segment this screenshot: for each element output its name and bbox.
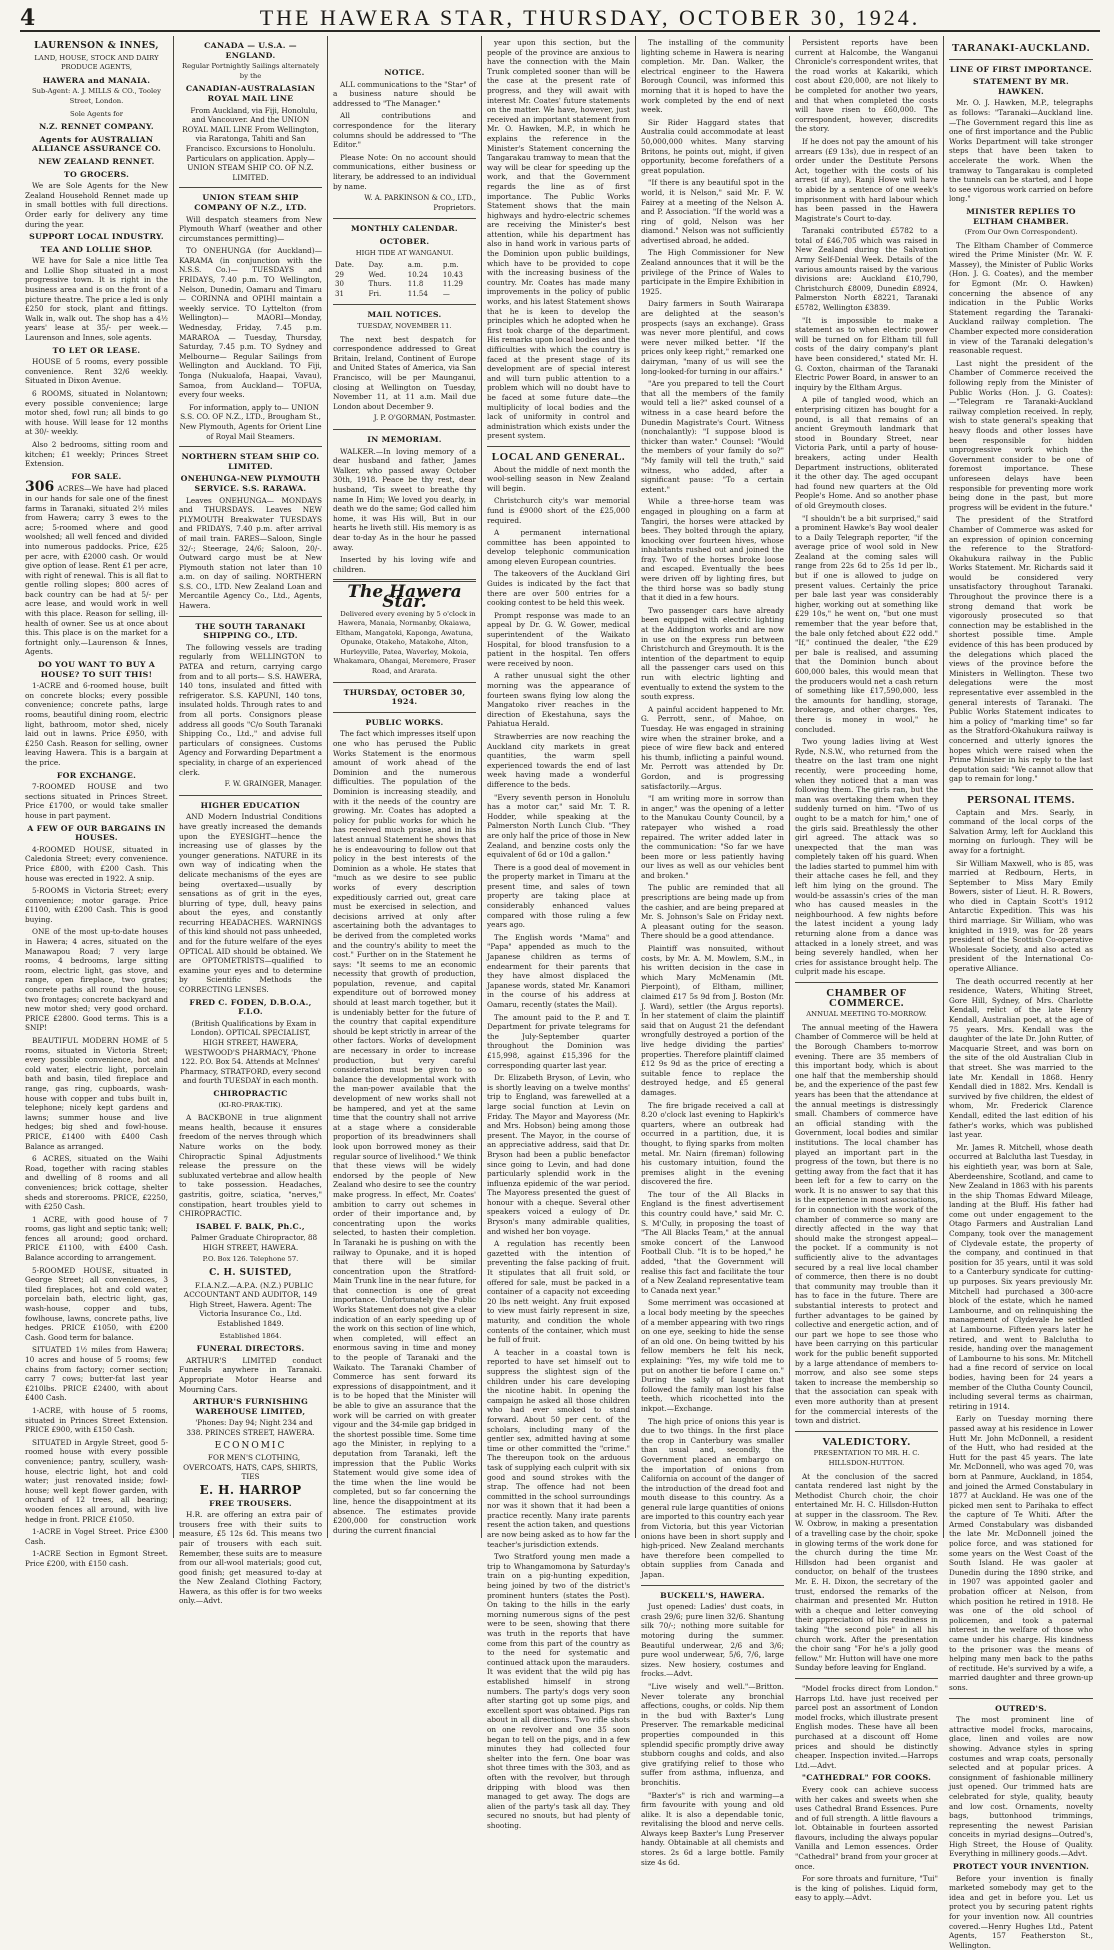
local-general-heading: LOCAL AND GENERAL. — [491, 450, 626, 463]
divider — [487, 446, 630, 447]
tide-cell: Thurs. — [368, 280, 392, 289]
higher-text: AND Modern Industrial Conditions have greatly increased the demands upon the EYESIGHT—hence the increasing use of glasses by the younger generations. NATURE in its own way of indicating when the delicate mechanisms of the eyes are being overtaxed—usually by sensations as of grit in the eyes, blurring of type, dull, heavy pains about the eyes, and constantly recurring HEADACHES. WARNINGS of this kind should not pass unheeded, and for the future welfare of the eyes OPTICAL AID should be obtained. We are OPTOMETRISTS—qualified to examine your eyes and to determine by Scientific Methods the CORRECTING LENSES. — [179, 812, 322, 995]
south-heading: THE SOUTH TARANAKI SHIPPING CO., LTD. — [195, 621, 306, 641]
news-item: The fire brigade received a call at 8.20 o'clock last evening to Hapkirk's quarters, where an outbreak had occurred in a partition, due, it is thought, to flying sparks from molten metal. Mr. Nairn (fireman) following his customary intuition, found the premises alight in the evening discovered the fire. — [641, 1100, 784, 1187]
notice-text-3: Please Note: On no account should communications, either business or literary, be addressed to an individual by name. — [333, 152, 476, 191]
news-item: "If there is any beautiful spot in the world, it is Nelson," said Mr. F. W. Fairey at a meeting of the Nelson A. and P. Association. "If the world was a ring of gold, Nelson was her diamond." Nelson was not sufficiently advertised abroad, he added. — [641, 178, 784, 245]
table-row — [333, 271, 476, 281]
mail-date: TUESDAY, NOVEMBER 11. — [357, 322, 452, 331]
news-item: The public are reminded that all prescriptions are being made up from the cashier, and are being prepared at Mr. S. Johnson's Sale on Friday next. A pleasant outing for the season. There should be a good attendance. — [641, 883, 784, 941]
tide-cell: 31 — [335, 289, 344, 298]
news-item: Some merriment was occasioned at a local body meeting by the speeches of a member appearing with two rings on one eye, seeking to hide the sense of an old one. On being twitted by his fellow members he felt his neck, explaining: "Yes, my wife told me to put on another tie before I came on." During the sally of laughter that followed the family man lost his false teeth, which ricochetted into the inkpot.—Exchange. — [641, 1298, 784, 1413]
october-heading: OCTOBER. — [379, 236, 430, 246]
column-3 — [328, 36, 482, 1538]
masthead — [20, 6, 1100, 32]
news-item: Sir Rider Haggard states that Australia could accommodate at least 50,000,000 whites. Many starving Britons, he points out, might, if given opportunity, become forefathers of a great population. — [641, 117, 784, 175]
news-item: Taranaki contributed £5782 to a total of £46,705 which was raised in New Zealand during the Salvation Army Self-Denial Week. Details of the various amounts raised by the various divisions are: Auckland £10,790, Christchurch £8009, Dunedin £8924, Palmerston North £8221, Taranaki £5782, Wellington £3839. — [795, 226, 938, 313]
bargain-12: 1-ACRE Section in Egmont Street. Price £200, with £150 cash. — [25, 1549, 168, 1568]
tide-cell: 11.29 — [442, 280, 463, 289]
news-item: A pile of tangled wood, which an enterprising citizen has bought for a pound, is all that remains of an ancient Greymouth landmark that stood in Boundary Street, near Victoria Park, until a party of house-breakers, acting under Health Department instructions, obliterated it the other day. The aged occupant had found new quarters at the Old People's Home. And so another phase of old Greymouth closes. — [795, 395, 938, 510]
news-item: The installing of the community lighting scheme in Hawera is nearing completion. Mr. Dan. Walker, the electrical engineer to the Hawera Borough Council, was informed this morning that it is hoped to have the work completed by the end of next week. — [641, 38, 784, 115]
local-item: Strawberries are now reaching the Auckland city markets in great quantities, the warm spell experienced towards the end of last week having made a wonderful difference to the beds. — [487, 731, 630, 789]
tide-table — [333, 261, 476, 299]
date-line: THURSDAY, OCTOBER 30, 1924. — [343, 687, 466, 707]
for-sale-heading: FOR SALE. — [71, 471, 122, 481]
canadian-line: CANADIAN-AUSTRALASIAN ROYAL MAIL LINE — [185, 84, 316, 103]
news-item: Two young ladies living at West Ryde, N.S.W., who returned from the theatre on the last tram one night recently, were proceeding home, when they noticed that a man was following them. The girls ran, but the man was overtaking them when they suddenly turned on him. "Two of us ought to be a match for him," one of the girls said. Breathlessly the other girl agreed. The attack was so unexpected that the man was completely taken off his guard. When the ladies started to pummel him with their attache cases he fell, and they left him lying on the ground. The would-be assassin's cries of the man who has caused measles in the neighbourhood. A few nights before the latest incident a young lady returning alone from a dance was attacked in a lonely street, and was being severely handled, when her cries for assistance brought help. The culprit made his escape. — [795, 737, 938, 977]
taranaki-heading: TARANAKI-AUCKLAND. — [951, 42, 1091, 54]
memoriam-sig: Inserted by his loving wife and children. — [333, 555, 476, 574]
bargain-7: 5-ROOMED HOUSE, situated in George Street; all conveniences, 3 tiled fireplaces, hot and cold water, porcelain bath, electric light, gas, wash-house, copper and tubs, fowlhouse, lawns, concrete paths, live hedges. PRICE £1050, with £200 Cash. Good term for balance. — [25, 1265, 168, 1342]
bargain-2: 5-ROOMS in Victoria Street; every convenience; motor garage. Price £1100, with £200 Cash. This is good buying. — [25, 886, 168, 924]
outred-heading: OUTRED'S. — [995, 1703, 1047, 1713]
news-item: "I am writing more in sorrow than in anger," was the opening of a letter to the Manukau County Council, by a ratepayer who wished a road repaired. The writer added later in the communication: "So far we have been more or less patiently having our lives as well as our vehicles bent and broken." — [641, 794, 784, 880]
harrops-ad: "Model frocks direct from London." Harrops Ltd. have just received per parcel post an assortment of London model frocks, which illustrate present English modes. These have all been purchased at a discount off Home prices and should be distinctly cheaper. Inspection invited.—Harrops Ltd.—Advt. — [795, 1683, 938, 1770]
nz-rennet: N.Z. RENNET COMPANY. — [39, 122, 154, 132]
balk-heading: ISABEL F. BALK, Ph.C., — [196, 1221, 305, 1231]
protect-text: Before your invention is finally marketed somebody may get to the idea and get in before you. Let us protect you by securing patent rights for your invention now. All countries covered.—Henry Hughes Ltd., Patent Agents, 157 Featherston St., Wellington. — [949, 1873, 1093, 1950]
tide-head-date: Date. — [335, 261, 354, 270]
cathedral-text: Every cook can achieve success with her cakes and sweets when she uses Cathedral Brand Essences. Pure and of full strength. A little flavours a lot. Obtainable in fourteen assorted flavours, including the always popular Vanilla and Lemon essences. Order "Cathedral" brand from your grocer at once. — [795, 1784, 938, 1871]
to-let-text: HOUSE of 5 rooms, every possible convenience. Rent 32/6 weekly. Situated in Dixon Avenue. — [25, 357, 168, 386]
divider — [179, 795, 322, 796]
divider — [179, 187, 322, 188]
bargain-4: BEAUTIFUL MODERN HOME of 5 rooms, situated in Victoria Street; every possible convenience, hot and cold water, electric light, porcelain bath and basin, tiled fireplace and range, gas ring, cupboards, wash-house with copper and tubs built in, telephone; nicely kept gardens and lawns; summer house and live hedges; big shed and fowl-house. PRICE, £1400 with £400 Cash Balance as arranged. — [25, 1036, 168, 1151]
divider — [949, 59, 1093, 60]
chamber-text: The annual meeting of the Hawera Chamber of Commerce will be held at the Borough Chambers to-morrow evening. There are 35 members of this important body, which is about one half that the membership should be, and the experience of the past few years has been that the attendance at the annual meetings is distressingly small. Chambers of commerce have an official standing with the Government, local bodies and similar institutions. The local chamber has played an important part in the progress of the town, but there is no getting away from the fact that it has been left for a few to carry on the work. It is no answer to say that this is the experience in most associations, for in connection with the work of the chamber of commerce so many are directly affected in the way that should make the strongest appeal—the pocket. If a community is not sufficiently alive to the advantages secured by a real live local chamber of commerce, then there is no doubt that community may trouble than it has to face in the future. There are substantial interests to protect and further advantages to be gained by collective and energetic action, and of our part we hope to see those who have been carrying on this particular work for the public benefit supported by a large attendance of members to-morrow, and also see some steps taken to increase the membership so that the association can speak with even more authority than at present for the commercial interests of the town and district. — [795, 1022, 938, 1426]
northern-text: Leaves ONEHUNGA— MONDAYS and THURSDAYS. Leaves NEW PLYMOUTH Breakwater TUESDAYS and FRIDAYS, 7.40 p.m. after arrival of mail train. FARES—Saloon, Single 32/-; Steerage, 24/6; Saloon, 20/-. Outward cargo must be at New Plymouth station not later than 10 a.m. on day of sailing. NORTHERN S.S. CO., LTD. New Zealand Loan and Mercantile Agency Co., Ltd., Agents, Hawera. — [179, 495, 322, 611]
canada-sub: Regular Portnightly Sailings alternately by the — [181, 62, 320, 80]
northern-heading: NORTHERN STEAM SHIP CO. LIMITED. — [181, 452, 320, 471]
news-item: A painful accident happened to Mr. G. Perrott, senr., of Mahoe, on Tuesday. He was engaged in straining wire when the strainer broke, and a piece of wire flew back and entered his thumb, inflicting a painful wound. Mr. Perrott was attended by Dr. Gordon, and is progressing satisfactorily.—Argus. — [641, 704, 784, 791]
local-item: Prompt response was made to an appeal by Dr. G. W. Gower, medical superintendent of the Waikato Hospital, for blood transfusion to a patient in the hospital. Ten offers were received by noon. — [487, 610, 630, 668]
page-columns — [20, 36, 1100, 1950]
column-5 — [636, 36, 790, 1867]
line-importance: LINE OF FIRST IMPORTANCE. — [950, 64, 1092, 74]
personal-item: Sir William Maxwell, who is 85, was married at Redbourn, Herts, in September to Miss Mary Emily Bowers, sister of Lieut. H. R. Bowers, who died in Captain Scott's 1912 Antarctic Expedition. This was his third marriage. Sir William, who was knighted in 1919, was for 28 years president of the Scottish Co-operative Wholesale Society, and also acted as president of the International Co-operative Alliance. — [949, 858, 1093, 974]
tide-head-pm: p.m. — [442, 261, 459, 270]
local-item: Christchurch city's war memorial fund is £9000 short of the £25,000 required. — [487, 496, 630, 525]
firm-towns: HAWERA and MANAIA. — [42, 75, 151, 85]
suisted-heading: C. H. SUISTED, — [209, 1268, 292, 1279]
divider — [795, 1431, 938, 1432]
established: Established 1864. — [219, 1331, 282, 1340]
notice-text-1: ALL communications to the "Star" of a business nature should be addressed to "The Manager." — [333, 79, 477, 108]
funeral-heading: FUNERAL DIRECTORS. — [196, 1344, 305, 1354]
memoriam-text: WALKER.—In loving memory of a dear husband and father, James Walker, who passed away October 30th, 1918. Peace be thy rest, dear husband, 'Tis sweet to breathe thy name In Him; We loved you dearly, in death we do the same; God called him home, it was His will, But in our hearts he liveth still. His memory is as dear to-day As in the hour he passed away. — [333, 446, 476, 552]
notice-text-2: All contributions and correspondence for the literary columns should be addressed to "The Editor." — [333, 111, 476, 150]
calendar-heading: MONTHLY CALENDAR. — [351, 224, 458, 234]
local-item: The English words "Mama" and "Papa" appended as much to the Japanese children as terms of endearment for their parents that they have almost displaced the Japanese words, stated Mr. Kanamori in the course of his address at Oamaru, recently (states the Mail). — [487, 932, 630, 1009]
bedrooms-text: Also 2 bedrooms, sitting room and kitchen; £1 weekly; Princes Street Extension. — [25, 439, 168, 469]
news-item: If he does not pay the amount of his arrears (£9 13s), due in respect of an order under the Destitute Persons Act, together with the costs of his arrest (if any), Ranji Howe will have to abide by a sentence of one week's imprisonment with hard labour which has been passed in the Hawera Magistrate's Court to-day. — [795, 136, 938, 223]
divider — [949, 1698, 1093, 1699]
aus-alliance: Agents for AUSTRALIAN ALLIANCE ASSURANCE CO. — [31, 134, 161, 154]
protect-heading: PROTECT YOUR INVENTION. — [952, 1862, 1090, 1872]
balk-text: Palmer Graduate Chiropractor, 88 HIGH STREET, HAWERA. — [190, 1233, 318, 1252]
firm-name: LAURENSON & INNES, — [34, 41, 159, 51]
acres-306-ad — [25, 479, 168, 657]
union-info: For information, apply to— UNION S.S. CO. OF N.Z., LTD., Brougham St., New Plymouth, Agents for Orient Line of Royal Mail Steamers. — [179, 402, 322, 441]
local-item: There is a good deal of movement in the property market in Timaru at the present time, and sales of town property are taking place at considerably enhanced values compared with those ruling a few years ago. — [487, 862, 630, 930]
divider — [641, 1585, 784, 1586]
cathedral-heading: "CATHEDRAL" FOR COOKS. — [801, 1773, 932, 1783]
local-item: A permanent international committee has been appointed to develop telephonic communication among eleven European countries. — [487, 528, 630, 566]
union-routes: TO ONEHUNGA (for Auckland)—KARAMA (in conjunction with the N.S.S. Co.)— TUESDAYS and FRIDAYS, 7.40 p.m. TO Wellington, Nelson, Dunedin, Oamaru and Timaru— CORINNA and OPIHI maintain a weekly service. TO Lyttelton (from Wellington)— MAORI—Monday, Wednesday, Friday, 7.45 p.m. MARAROA — Tuesday, Thursday, Saturday, 7.45 p.m. TO Sydney and Melbourne— Regular Sailings from Wellington and Auckland. TO Fiji, Tonga (Nukualofa, Haapai, Vavau), Samoa, from Auckland— TOFUA, every four weeks. — [179, 246, 322, 400]
bargain-3: ONE of the most up-to-date houses in Hawera; 4 acres, situated on the Manawapou Road; 7 very large rooms, 4 bedrooms, large sitting room, electric light, gas stove, and range, open fireplace, two grates; concrete paths all round the house; two frontages; concrete backyard and new motor shed; very good orchard. PRICE £2800. Good terms. This is a SNIP! — [25, 927, 168, 1033]
foden-heading: FRED C. FODEN, D.B.O.A., F.I.O. — [189, 997, 312, 1017]
local-item: Two Stratford young men made a trip to Whangamomona by Saturday's train on a pig-hunting expedition, being joined by two of the district's prominent hunters (states the Post). On taking to the hills in the early morning numerous signs of the pest were to be seen, showing that there was truth in the reports that have come from this part of the country as to the need for systematic and continued attack upon the marauders. It was evident that the wild pig has established himself in strong numbers. The party's dogs very soon after starting got up some pigs, and excellent sport was obtained. Pigs ran about in all directions. Two rifle shots on one revolver and one 35 soon began to tell on the pigs, and in a few minutes they had collected four shelter into the fern. One boar was shot three times with the 303, and as often with the revolver, but through dripping with blood was then managed to get away. The dogs are alien of the party's task all day. They secured no snouts, but had plenty of shooting. — [487, 1552, 630, 1830]
news-item: While a three-horse team was engaged in ploughing on a farm at Tangiri, the horses were attacked by bees. They bolted through the apiary, knocking over fourteen hives, whose inhabitants rushed out and joined the fray. Two of the horses broke loose and escaped. Eventually the bees were driven off by lighting fires, but the third horse was so badly stung that it died in a few hours. — [641, 497, 784, 603]
bargain-1: 4-ROOMED HOUSE, situated in Caledonia Street; every convenience. Price £800, with £200 Cash. This house was erected in 1922. A snip. — [25, 844, 168, 883]
valedictory-heading: VALEDICTORY. — [822, 1435, 911, 1448]
tide-title: HIGH TIDE AT WANGANUI. — [355, 248, 454, 257]
local-item: The takeovers of the Auckland Girl Guides is indicated by the fact that there are over 500 entries for a cooking contest to be held this week. — [487, 569, 630, 608]
to-grocers: TO GROCERS. — [63, 169, 130, 179]
free-trousers: FREE TROUSERS. — [209, 1498, 292, 1508]
chiro-text: A BACKBONE in true alignment means health, because it ensures freedom of the nerves through which Nature works on the body. Chiropractic Spinal Adjustments release the pressure on the subluxated vertebrae and allow health to take possession. Headaches, gastritis, goitre, sciatica, "nerves," constipation, heart troubles yield to CHIROPRACTIC. — [179, 1113, 322, 1219]
arthur-text: 'Phones: Day 94; Night 234 and 338. PRINCES STREET, HAWERA. — [186, 1418, 315, 1437]
foden-text: (British Qualifications by Exam in London). OPTICAL SPECIALIST, HIGH STREET, HAWERA, WESTWOOD'S PHARMACY, 'Phone 122. P.O. Box 54. Attends at McInnes' Pharmacy, STRATFORD, every second and fourth TUESDAY in each month. — [179, 1018, 322, 1086]
news-item: Dairy farmers in South Wairarapa are delighted at the season's prospects (says an exchange). Grass was never more plentiful, and cows were never milked better. "If the prices only keep right," remarked one dairyman, "many of us will see the long-looked-for turning in our affairs." — [641, 299, 784, 376]
bargain-10: SITUATED in Argyle Street, good 5-roomed house with every possible convenience; pantry, scullery, wash-house, electric light, hot and cold water; just renovated inside; fowl-house; well kept flower garden, with orchard of 12 trees, all bearing; wooden fences all around, with live hedge in front. PRICE £1050. — [25, 1437, 168, 1524]
chamber-heading: CHAMBER OF COMMERCE. — [826, 987, 907, 1009]
news-item: "Are you prepared to tell the Court that all the members of the family would tell a lie?" asked counsel of a witness in a case heard before the Dunedin Magistrate's Court. Witness (nonchalantly): "I suppose blood is thicker than water." Counsel: "Would the members of your family do so?" "My family will tell the truth," said witness, who added, after a significant pause: "To a certain extent." — [641, 379, 784, 494]
tide-cell: 29 — [335, 270, 344, 279]
funeral-text: ARTHUR'S LIMITED conduct Funerals anywhere in Taranaki. Appropriate Motor Hearse and Mourning Cars. — [179, 1355, 322, 1394]
house-question: DO YOU WANT TO BUY A HOUSE? TO SUIT THIS! — [37, 660, 156, 679]
bargain-11: 1-ACRE in Vogel Street. Price £300 Cash. — [25, 1527, 168, 1546]
memoriam-heading: IN MEMORIAM. — [367, 435, 442, 444]
baxter-text: "Baxter's" is rich and warming—a firm favourite with young and old alike. It is also a dependable tonic, revitalising the blood and nerve cells. Always keep Baxter's Lung Preserver handy. Obtainable at all chemists and stores. 2s 6d a large bottle. Family size 4s 6d. — [641, 1790, 784, 1867]
six-rooms-text: 6 ROOMS, situated in Nolantown; every possible convenience; large motor shed, fowl run; all binds to go with house. Will lease for 12 months at 30/- weekly. — [25, 389, 168, 437]
public-works-continued: year upon this section, but the people of the province are anxious to have the connection with the Main Trunk completed sooner than will be the case at the present rate of progress, and they will await with interest Mr. Coates' future statements on the matter. We have, however, just received an important statement from Mr. O. Hawken, M.P., in which he explains the reference in the Minister's Statement concerning the Tangarakau tramway to mean that the way will be clear for speeding up the work, and that the Government regards the line as of first importance. The Public Works Statement shows that the main highways and hydro-electric schemes are receiving the Minister's best attention, while his department has also in hand work in various parts of the Dominion upon public buildings, which have to be provided to cope with the increasing business of the country. Mr. Coates has made many improvements in the policy of public works, and his latest Statement shows that he is keen to develop the principles which he adopted when he first took charge of the department. His remarks upon local bodies and the difficulties with which the country is faced at the present stage of its development are of special interest and will turn public attention to a problem which will no doubt have to be faced at some future date—the multiplicity of local bodies and the lack of uniformity in control and administration which exists under the present system. — [487, 38, 630, 441]
buckell-text: Just opened: Ladies' dust coats, in crash 29/6; pure linen 32/6. Shantung silk 70/-; nothing more suitable for motoring during the summer. Beautiful underwear, 2/6 and 3/6; pure wool underwear, 5/6, 7/6, large sizes. New hosiery, costumes and frocks.—Advt. — [641, 1602, 784, 1679]
union-heading: UNION STEAM SHIP COMPANY OF N.Z., LTD. — [194, 193, 307, 212]
news-item: The tour of the All Blacks in England is the finest advertisement this country could have," said Mr. C. S. M'Cully, in proposing the toast of "The All Blacks Team," at the annual smoke concert of the Lanwood Football Club. "It is to be hoped," he added, "that the Government will realise this fact and facilitate the tour of a New Zealand representative team to Canada next year." — [641, 1189, 784, 1295]
nz-rennet-2: NEW ZEALAND RENNET. — [38, 156, 155, 166]
arthur-heading: ARTHUR'S FURNISHING WAREHOUSE LIMITED, — [192, 1397, 309, 1416]
polish-ad: For sore throats and furniture, "Tui" is the king of polishes. Liquid form, easy to apply.—Advt. — [795, 1874, 938, 1903]
personal-heading: PERSONAL ITEMS. — [967, 793, 1075, 806]
outred-text: The most prominent line of attractive model frocks, marocains, glace, linen and voiles are now showing. Advance styles in spring costumes and wrap coats, personally selected and at popular prices. A consignment of fashionable millinery just opened. Our trimmed hats are celebrated for style, quality, beauty and low cost. Ornaments, novelty bags, buttonhood trimmings, representing the newest Parisian conceits in myriad designs—Outred's, High Street, the House of Quality. Everything in millinery goods.—Advt. — [949, 1715, 1093, 1859]
onehunga-heading: ONEHUNGA-NEW PLYMOUTH SERVICE. S.S. RARAWA. — [180, 474, 321, 493]
divider — [333, 682, 476, 683]
public-works-heading: PUBLIC WORKS. — [365, 717, 444, 727]
bargains-heading: A FEW OF OUR BARGAINS IN HOUSES. — [27, 823, 166, 843]
own-correspondent: (From Our Own Correspondent). — [964, 228, 1078, 237]
tea-shop-text: WE have for Sale a nice little Tea and Lollie Shop situated in a most progressive town. It is right in the business area and is on the front of a picture theatre. The price a led is only £250 for stock, plant and fittings. Walk in, walk out. The shop has a 4½ years' lease at 35/- per week.—Laurenson and Innes, sole agents. — [25, 256, 168, 343]
exchange-text: 7-ROOMED HOUSE and two sections situated in Princes Street. Price £1700, or would take smaller house in part payment. — [25, 782, 168, 820]
local-item: The amount paid to the P. and T. Department for private telegrams for the July-September quarter throughout the Dominion was £15,998, against £15,396 for the corresponding quarter last year. — [487, 1012, 630, 1070]
support-local: SUPPORT LOCAL INDUSTRY. — [29, 232, 164, 242]
bargain-9: 1-ACRE, with house of 5 rooms, situated in Princes Street Extension. PRICE £900, with £150 Cash. — [25, 1405, 168, 1435]
personal-item: Early on Tuesday morning there passed away at his residence in Lower Hutt Mr. John McDonnell, a resident of the Hutt, who had resided at the Hutt for the past 45 years. The late Mr. McDonnell, who was aged 70, was born at Panmure, Auckland, in 1854, and joined the Armed Constabulary in 1877 at Auckland. He was one of the picked men sent to Parihaka to effect the capture of Te Whiti. After the Armed Constabulary was disbanded the late Mr. McDonnell joined the police force, and was stationed for some years on the West Coast of the South Island. He was gaoler at Dunedin during the 1890 strike, and in 1907 was appointed gaoler and probation officer at Nelson, from which position he retired in 1918. He was one of the old school of policemen, and took a paternal interest in the welfare of those who came under his charge. His kindness to the prisoner was the means of helping many men back to the paths of rectitude. He's survived by a wife, a married daughter and three grown-up sons. — [949, 1414, 1093, 1692]
tide-cell: — — [442, 289, 450, 298]
page-number: 4 — [20, 5, 36, 31]
divider — [179, 616, 322, 617]
subagent: Sub-Agent: A. J. MILLS & CO., Tooley Street, London. — [31, 87, 162, 105]
divider — [795, 1678, 938, 1679]
sole-agents: Sole Agents for — [69, 109, 123, 118]
column-4 — [482, 36, 636, 1830]
eltham-text-2: Last night the president of the Chamber of Commerce received the following reply from the Minister of Public Works (Hon. J. G. Coates):—"Telegram re Taranaki-Auckland railway completion received. In reply, wish to state general's speaking that heavy floods and other losses have been responsible for hidden unprogressive work which the Government consider to be one of foremost importance. These unforeseen delays have been responsible for preventing more work being done in the past, but more progress will be evident in the future." — [949, 358, 1093, 512]
tide-cell: 11.8 — [407, 280, 424, 289]
personal-item: Mr. James R. Mitchell, whose death occurred at Balclutha last Tuesday, in his eightieth year, was born at Sale, Aberdeenshire, Scotland, and came to New Zealand in 1863 with his parents in the ship Thomas Edward Mileage, landing at the Bluff. His father had come out under engagement to the Otago Farmers and Australian Land Company, took over the management of Clydevale estate, the property of the company, and continued in that position for 35 years, until it was sold to a Canterbury syndicate for cutting-up purposes. Six years previously Mr. Mitchell had purchased a 300-acre block of the estate, which he named Lambourne, and on relinquishing the management of Clydevale he settled at Lambourne. Fifteen years later he retired, and went to Balclutha to reside, handing over the management of Lambourne to his sons. Mr. Mitchell had a fine record of service on local bodies, having been for 24 years a member of the Clutha County Council, including several terms as chairman, retiring in 1914. — [949, 1142, 1093, 1411]
tide-head-am: a.m. — [407, 261, 424, 270]
free-text: H.R. are offering an extra pair of trousers free with their suits to measure, £5 12s 6d. This means two pair of trousers with each suit. Remember, these suits are to measure from our all-wool materials; good cut, good finish; get measured to-day at the New Zealand Clothing Factory, Hawera, as this offer is for two weeks only.—Advt. — [179, 1510, 322, 1606]
parkinson: W. A. PARKINSON & CO., LTD., Proprietors. — [364, 194, 476, 212]
firm-sub: LAND, HOUSE, STOCK AND DAIRY PRODUCE AGENTS, — [34, 53, 159, 72]
acres-306-text: ACRES—We have had placed in our hands for sale one of the finest farms in Taranaki, situated 2½ miles from Hawera; carry 3 ewes to the acre; 5-roomed where and good woolshed; all well fenced and divided into numerous paddocks. Price, £25 per acre, with £2000 cash. Or would give option of lease. Rent £1 per acre, with right of renewal. This is all flat to gentle rolling slopes; 800 acres of back country can be had at 5/- per acre lease, and would work in well with this place. Reason for selling, ill-health of owner. See us at once about this. This place is on the market for a fortnight only.—Laurenson & Innes, Agents. — [25, 484, 168, 657]
news-item: Two passenger cars have already been equipped with electric lighting at the Addington works and are now in use on the express run between Christchurch and Greymouth. It is the intention of the department to equip all the passenger cars used on this run with electric lighting and eventually to extend the system to the south express. — [641, 605, 784, 702]
local-item: About the middle of next month the wool-selling season in New Zealand will begin. — [487, 464, 630, 493]
acres-306-number: 306 — [25, 479, 55, 496]
table-row — [333, 290, 476, 300]
personal-item: The death occurred recently at her residence, Waters, Whiting Street, Gore Hill, Sydney, of Mrs. Charlotte Kendall, relict of the late Henry Kendall, Australian poet, at the age of 75 years. Mrs. Kendall was the daughter of the late Dr. John Rutter, of Macquarie Street, and was born on the site of the old Australian Club in that street. She was married to the late Mr. Kendall in 1868. Henry Kendall died in 1882. Mrs. Kendall is survived by five children, the eldest of whom, Mr. Frederick Clarence Kendall, edited the last edition of his father's works, which was published last year. — [949, 976, 1093, 1140]
column-2 — [174, 36, 328, 1606]
higher-education: HIGHER EDUCATION — [200, 800, 301, 810]
minister-heading: MINISTER REPLIES TO ELTHAM CHAMBER. — [966, 206, 1076, 226]
local-item: A regulation has recently been gazetted with the intention of preventing the false packing of fruit. It stipulates that all fruit sold, or offered for sale, must be packed in a container of a capacity not exceeding 20 lbs nett weight. Any fruit exposed to view must fairly represent in size, maturity, and condition the whole contents of the container, which must be full of fruit. — [487, 1239, 630, 1345]
union-text: Will despatch steamers from New Plymouth Wharf (weather and other circumstances permitting)— — [179, 214, 322, 243]
column-1 — [20, 36, 174, 1568]
notice-heading: NOTICE. — [384, 68, 425, 77]
tea-shop-heading: TEA AND LOLLIE SHOP. — [40, 244, 153, 254]
chamber-sub: ANNUAL MEETING TO-MORROW. — [806, 1010, 927, 1019]
south-text: The following vessels are trading regularly from WELLINGTON to PATEA and return, carrying cargo from and to all ports— S.S. HAWERA, 140 tons, insulated and fitted with refrigerator. S.S. KAPUNI, 140 tons, insulated holds. Through rates to and from all ports. Consignors please address all goods "C/o South Taranaki Shipping Co., Ltd.," and advise full particulars of consignees. Customs Agency and Forwarding Department a speciality, in charge of an experienced clerk. — [179, 642, 322, 777]
divider — [179, 446, 322, 447]
divider — [333, 429, 476, 430]
tide-cell: Fri. — [368, 289, 382, 298]
news-item: The high price of onions this year is due to two things. In the first place the crop in Canterbury was smaller than usual and, secondly, the Government placed an embargo on the importation of onions from California on account of the danger of the introduction of the dread foot and mouth disease to this country. As a general rule large quantities of onions are imported to this country each year from Victoria, but this year Victorian onions have been in short supply and high-priced. New Zealand merchants have therefore been compelled to obtain supplies from Canada and Japan. — [641, 1416, 784, 1580]
chiro-heading: CHIROPRACTIC — [213, 1088, 288, 1098]
paper-title: The Hawera Star. — [347, 582, 462, 612]
canada-text: From Auckland, via Fiji, Honolulu, and Vancouver. And the UNION ROYAL MAIL LINE From Wellington, via Raratonga, Tahiti and San Francisco. Excursions to Honolulu. Particulars on application. Apply— UNION STEAM SHIP CO. OF N.Z. LIMITED. — [182, 105, 319, 182]
suisted-text: F.I.A.N.Z.—A.P.A. (N.Z.) PUBLIC ACCOUNTANT AND AUDITOR, 149 High Street, Hawera. Agent: The Victoria Insurance Co., Ltd. Established 1849. — [183, 1280, 318, 1329]
table-row — [333, 280, 476, 290]
grainger-signature: F. W. GRAINGER, Manager. — [224, 780, 322, 789]
statement-heading: STATEMENT BY MR. HAWKEN. — [973, 77, 1069, 96]
news-item: The High Commissioner for New Zealand announces that it will be the privilege of the Prince of Wales to participate in the Empire Exhibition in 1925. — [641, 248, 784, 296]
local-item: "Every seventh person in Honolulu has a motor car," said Mr. T. R. Hodder, while speaking at the Palmerston North Lunch Club. "They are only half the price of those in New Zealand, and benzine costs only the equivalent of 6d or 10d a gallon." — [487, 792, 630, 860]
news-item: Plaintiff was nonsuited, without costs, by Mr. A. M. Mowlem, S.M., in his written decision in the case in which Mary McMenamin (Mt. Pierpoint), of Eltham, milliner, claimed £17 5s 9d from J. Boston (Mr. J. Ward), settler (the Argus reports). In her statement of claim the plaintiff said that on August 21 the defendant wrongfully destroyed a portion of the live hedge dividing the parties' properties. Therefore plaintiff claimed £12 9s 9d as the price of erecting a suitable fence to replace the destroyed hedge, and £5 general damages. — [641, 944, 784, 1097]
paper-sub: Delivered every evening by 5 o'clock in Hawera, Manaia, Normanby, Okaiawa, Eltham, Mangatoki, Kaponga, Awatuna, Opunake, Otakeho, Matakohe, Alton, Hurleyville, Patea, Waverley, Mokoia, Whakamara, Ohangai, Meremere, Fraser Road, and Ararata. — [333, 609, 476, 676]
grocers-text: We are Sole Agents for the New Zealand Household Rennet made up in small bottles with full directions. Order early for delivery any time during the year. — [25, 181, 168, 229]
local-item: Dr. Elizabeth Bryson, of Levin, who is shortly leaving on a twelve months' trip to England, was farewelled at a large social function at Levin on Friday. The Mayor and Mayoress (Mr. and Mrs. Hobson) being among those present. The Mayor, in the course of an appreciative address, said that Dr. Bryson had been a public benefactor since going to Levin, and had done particularly splendid work in the influenza epidemic of the war period. The Mayoress presented the guest of honour with a cheque. Several other speakers voiced a eulogy of Dr. Bryson's many admirable qualities, and wished her bon voyage. — [487, 1073, 630, 1236]
tide-cell: 10.43 — [442, 270, 463, 279]
harrop-heading: E. H. HARROP — [199, 1482, 302, 1497]
pobox: P.O. Box 126. Telephone 57. — [202, 1255, 299, 1264]
for-exchange-heading: FOR EXCHANGE. — [56, 770, 137, 780]
bargain-8: SITUATED 1½ miles from Hawera; 10 acres and house of 5 rooms; few chains from factory; corner section; carry 7 cows; butter-fat last year £210lbs. PRICE £2400, with about £400 Cash. — [25, 1345, 168, 1403]
ogorman: J. P. O'GORMAN, Postmaster. — [373, 414, 476, 423]
valedictory-sub: PRESENTATION TO MR. H. C. HILLSDON-HUTTON. — [813, 1449, 920, 1467]
to-let-heading: TO LET OR LEASE. — [52, 345, 141, 355]
eltham-text-3: The president of the Stratford Chamber of Commerce was asked for an expression of opinion concerning the reference to the Stratford-Okahukura railway in the Public Works Statement. Mr. Richards said it would be considered very unsatisfactory throughout Taranaki. Throughout the province there is a strong demand that work be vigorously prosecuted so that connection may be established in the shortest possible time. Ample evidence of this has been produced by the delegations which placed the views of the province before the Ministers in Wellington. These two delegations were the most representative ever assembled in the general interests of Taranaki. The Public Works Statement indicates to him a policy of "marking time" so far as the Stratford-Okahukura railway is concerned and utterly ignores the hopes which were raised when the Prime Minister in his reply to the last deputation said: "We cannot allow that gap to remain for long." — [949, 515, 1093, 784]
public-works-text: The fact which impresses itself upon one who has perused the Public Works Statement is the enormous amount of work ahead of the Dominion and the numerous difficulties. The population of the Dominion is increasing steadily, and with it the needs of the country are growing. Mr. Coates has adopted a policy for public works for which he has received much praise, and in his latest annual Statement he shows that he is endeavouring to follow out that policy in the best interests of the Dominion as a whole. He states that "much as we desire to see public works of every description expeditiously carried out, great care must be exercised in selection, and decisions arrived at only after ascertaining both the advantages to be derived from the completed works and the country's ability to meet the cost." Further on in the Statement he says: "It seems to me an economic necessity that growth of production, population, revenue, and capital expenditure out of borrowed money should at least march together, but it is undeniably better for the future of the country that capital expenditure should be kept strictly in arrear of the other factors. Works of development are necessary in order to increase production, but very careful consideration must be given to so balance the developmental work with the man-power available that the development of new works shall not be hampered, and yet at the same time that the country shall not arrive at a stage where a considerable proportion of its breadwinners shall look upon borrowed money as their regular source of livelihood." We think that these views will be widely endorsed by the people of New Zealand who desire to see the country make progress. In effect, Mr. Coates' ambition to carry out schemes in order of their importance and, by concentrating upon the works selected, to hasten their completion. In Taranaki he is pushing on with the railway to Opunake, and it is hoped that there will be similar concentration upon the Stratford-Main Trunk line in the near future, for that connection is one of great importance. Unfortunately the Public Works Statement does not give a clear indication of an early speeding up of the work on this section of line which, when completed, will effect an enormous saving in time and money to the people of Taranaki and the Waikato. The Taranaki Chamber of Commerce has sent forward its expressions of disappointment, and it is to be hoped that the Minister will be able to give an assurance that the work will be carried on with greater vigour and the 34-mile gap bridged in the shortest possible time. Some time ago the Minister, in replying to a deputation from Taranaki, left the impression that the Public Works Statement would give some idea of the time when the line would be completed, but so far concerning the line, hence the disappointment at its absence. The estimates provide £200,000 for construction work during the current financial — [333, 729, 476, 1535]
canada-heading: CANADA — U.S.A. — ENGLAND. — [204, 41, 297, 60]
news-item: "It is impossible to make a statement as to when electric power will be turned on for Eltham till full costs of the dairy company's plant have been considered," stated Mr. H. G. Coxton, chairman of the Taranaki Electric Power Board, in answer to an inquiry by the Eltham Argus. — [795, 315, 938, 392]
divider — [949, 789, 1093, 790]
liver-text: "Live wisely and well."—Britton. Never tolerate any bronchial affections, coughs, or colds. Nip them in the bud with Baxter's Lung Preserver. The remarkable medicinal properties compounded in this splendid specific promptly drive away stubborn coughs and colds, and also give gratifying relief to those who suffer from asthma, influenza, and bronchitis. — [641, 1681, 784, 1787]
tide-cell: Wed. — [368, 270, 387, 279]
tide-head-day: Day. — [368, 261, 384, 270]
valedictory-text: At the conclusion of the sacred cantata rendered last night by the Methodist Church choir, the choir entertained Mr. H. C. Hillsdon-Hutton at supper in the classroom. The Rev. W. Oxbrow, in making a presentation of a travelling case by the choir, spoke in glowing terms of the work done for the church during the time Mr. Hillsdon had been organist and conductor, on behalf of the trustees Mr. E. H. Dixon, the secretary of the trust, endorsed the remarks of the chairman and presented Mr. Hutton with a cheque and letter conveying their appreciation of his readiness in taking "the second pole" in all his church work. After the presentation the choir sang "For he's a jolly good fellow." Mr. Hutton will have one more Sunday before leaving for England. — [795, 1471, 938, 1673]
divider — [333, 304, 476, 305]
personal-item: Captain and Mrs. Searly, in command of the local corps of the Salvation Army, left for Auckland this morning on furlough. They will be away for a fortnight. — [949, 807, 1093, 855]
acre-1-text: 1-ACRE and 6-roomed house, built on concrete blocks; every possible convenience; concrete paths, large rooms, beautiful dining room, electric light, bathroom, motor shed, nicely laid out in lawns. Price £950, with £250 Cash. Reason for selling, owner leaving Hawera. This is a bargain at the price. — [25, 681, 168, 767]
buckell-heading: BUCKELL'S, HAWERA. — [660, 1590, 765, 1600]
divider — [333, 712, 476, 713]
economic-heading: ECONOMIC — [214, 1440, 287, 1451]
tide-cell: 11.54 — [407, 289, 428, 298]
divider — [333, 218, 476, 219]
divider — [795, 982, 938, 983]
bargain-6: 1 ACRE, with good house of 7 rooms, gas light and septic tank; well; fences all around; good orchard. PRICE £1100, with £400 Cash. Balance according to arrangement. — [25, 1214, 168, 1263]
news-item: Persistent reports have been current at Halcombe, the Wanganui Chronicle's correspondent writes, that the road works at Kakariki, which cost about £20,000, are not likely to be completed for another two years, and that when completed the costs will have risen to £60,000. The correspondent, however, discredits the story. — [795, 38, 938, 134]
eltham-text-1: The Eltham Chamber of Commerce wired the Prime Minister (Mr. W. F. Massey), the Minister of Public Works (Hon. J. G. Coates), and the member for Egmont (Mr. O. Hawken) concerning the absence of any indication in the Public Works Statement regarding the Taranaki-Auckland railway completion. The Chamber expected more consideration in view of the Taranaki delegation's reasonable request. — [949, 240, 1093, 356]
hawken-text: Mr. O. J. Hawken, M.P., telegraphs as follows: "Taranaki—Auckland line.—The Government regard this line as one of first importance and the Public Works Department will take stronger steps that have been taken to accelerate the work. When the tramway to Tangarakau is completed the tunnels can be started, and I hope to see vigorous work carried on before long." — [949, 98, 1093, 204]
mail-text: The next best despatch for correspondence addressed to Great Britain, Ireland, Continent of Europe and United States of America, via San Francisco, will be per Maunganui, closing at Wellington on Tuesday, November 11, at 11 a.m. Mail due London about December 9. — [333, 334, 476, 411]
mail-heading: MAIL NOTICES. — [367, 310, 442, 320]
tide-cell: 10.24 — [407, 270, 428, 279]
tide-header-row — [333, 261, 476, 271]
column-7 — [944, 36, 1098, 1950]
chiro-sub: (KI-RO-PRAK-TIK). — [218, 1100, 283, 1109]
local-item: A rather unusual sight the other morning was the appearance of fourteen swans flying low along the Mangatoko river reaches in the direction of Ekestahuna, says the Pahiatua Herald. — [487, 671, 630, 729]
economic-text: FOR MEN'S CLOTHING, OVERCOATS, HATS, CAPS, SHIRTS, TIES — [183, 1453, 318, 1482]
column-6 — [790, 36, 944, 1903]
bargain-5: 6 ACRES, situated on the Waihi Road, together with racing stables and dwelling of 8 rooms and all conveniences; brick cottage, shelter sheds and storerooms. PRICE, £2250, with £250 Cash. — [25, 1154, 168, 1212]
newspaper-title: THE HAWERA STAR, THURSDAY, OCTOBER 30, 1924. — [259, 5, 921, 30]
news-item: "I shouldn't be a bit surprised," said a prominent Hawke's Bay wool dealer to a Daily Telegraph reporter, "if the average price of wool sold in New Zealand at the coming sales will range from 22s 6d to 25s 1d per lb., but if one is allowed to judge on present values. Certainly the price per bale last year was considerably higher, working out at something like £29 10s," he went on, "but one must remember that the year before that, the bale only fetched about £22 odd." "If," continued the dealer, "the £29 per bale is realised, and assuming that the Dominion bunch about 600,000 bales, this would mean that the producers would net a cash return of something like £17,590,000, less the amounts for handling, storage, brokerage, and other charges. Yes, there is money in wool," he concluded. — [795, 513, 938, 734]
local-item: A teacher in a coastal town is reported to have set himself out to suppress the slightest sign of the children under his care developing the nicotine habit. In opening the campaign he asked all those children who had ever smoked to stand forward. About 50 per cent. of the scholars, including many of the gentler sex, admitted having at some time or other committed the "crime." The thereupon took on the arduous task of supplying each culprit with six good and sound strokes with the strap. The offence had not been committed in the school surroundings nor was it shown that it had been a practice recently. Many irate parents resent the action taken, and questions are now being asked as to how far the teacher's jurisdiction extends. — [487, 1347, 630, 1549]
tide-cell: 30 — [335, 280, 344, 289]
